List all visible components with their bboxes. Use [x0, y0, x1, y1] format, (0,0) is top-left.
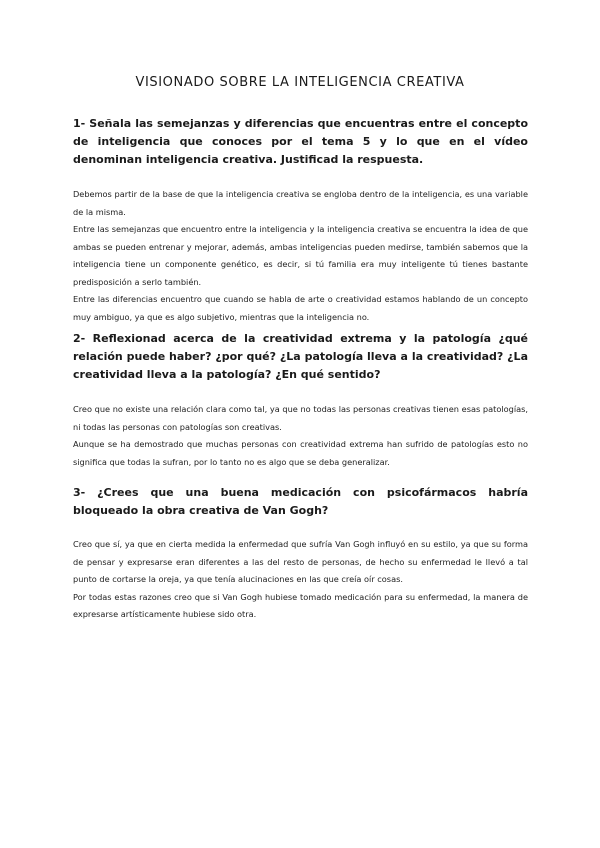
answer-3-paragraph-2: Por todas estas razones creo que si Van Gogh hubiese tomado medicación para su enfermedad, la manera de expresarse artísticamente hubiese sido otra. — [73, 591, 528, 619]
document-title: VISIONADO SOBRE LA INTELIGENCIA CREATIVA — [135, 75, 465, 90]
question-3-text: 3- ¿Crees que una buena medicación con psicofármacos habría bloqueado la obra creativa de Van Gogh? — [73, 486, 528, 517]
answer-2-paragraph-2: Aunque se ha demostrado que muchas personas con creatividad extrema han sufrido de patologías esto no significa que todas la sufran, por lo tanto no es algo que se deba generalizar. — [73, 439, 528, 467]
answer-1 — [73, 186, 528, 326]
question-2 — [73, 330, 528, 384]
answer-3-paragraph-1: Creo que sí, ya que en cierta medida la enfermedad que sufría Van Gogh influyó en su estilo, ya que su forma de pensar y expresarse eran diferentes a las del resto de personas, de hecho su enfermedad le llevó a tal punto de cortarse la oreja, ya que tenía alucinaciones en las que creía oír cosas. — [73, 539, 528, 584]
answer-1-paragraph-1: Debemos partir de la base de que la inteligencia creativa se engloba dentro de la inteligencia, es una variable de la misma. — [73, 189, 528, 217]
answer-3 — [73, 536, 528, 624]
answer-1-paragraph-2: Entre las semejanzas que encuentro entre la inteligencia y la inteligencia creativa se encuentra la idea de que ambas se pueden entrenar y mejorar, además, ambas inteligencias pueden medirse, también sabemos que la inteligencia tiene un componente genético, es decir, si tú familia era muy inteligente tú tienes bastante predisposición a serlo también. — [73, 224, 528, 287]
answer-1-paragraph-3: Entre las diferencias encuentro que cuando se habla de arte o creatividad estamos hablando de un concepto muy ambiguo, ya que es algo subjetivo, mientras que la inteligencia no. — [73, 294, 528, 322]
question-1 — [73, 115, 528, 169]
answer-2 — [73, 401, 528, 471]
answer-2-paragraph-1: Creo que no existe una relación clara como tal, ya que no todas las personas creativas tienen esas patologías, ni todas las personas con patologías son creativas. — [73, 404, 528, 432]
question-1-text: 1- Señala las semejanzas y diferencias que encuentras entre el concepto de inteligencia que conoces por el tema 5 y lo que en el vídeo denominan inteligencia creativa. Justificad la respuesta. — [73, 117, 528, 166]
question-3 — [73, 484, 528, 520]
question-2-text: 2- Reflexionad acerca de la creatividad extrema y la patología ¿qué relación puede haber? ¿por qué? ¿La patología lleva a la creatividad? ¿La creatividad lleva a la patología? ¿En qué sentido? — [73, 332, 528, 381]
